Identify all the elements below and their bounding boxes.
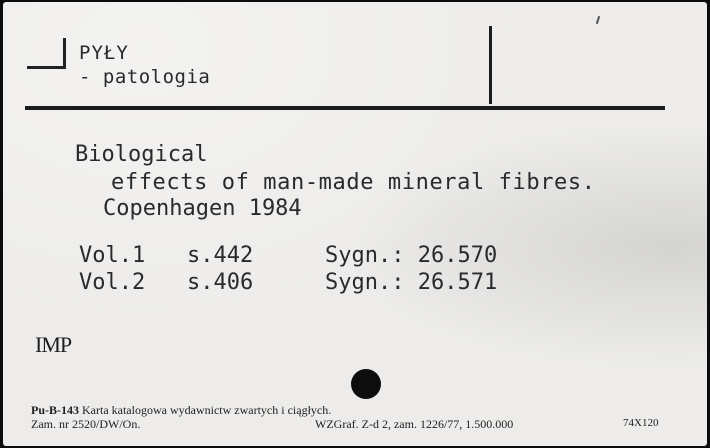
footer-order-number: Zam. nr 2520/DW/On.: [31, 417, 141, 431]
punch-hole: [351, 369, 381, 399]
catalog-card: [3, 2, 707, 446]
subject-heading: PYŁY: [79, 42, 129, 64]
tab-marker: [27, 38, 66, 69]
form-title: Karta katalogowa wydawnictw zwartych i ciągłych.: [82, 403, 332, 417]
holding-volume: Vol.2: [79, 270, 146, 295]
title-line-1: Biological: [75, 142, 208, 167]
footer-dimensions: 74X120: [623, 417, 659, 429]
title-line-3: Copenhagen 1984: [103, 196, 302, 221]
title-line-2: effects of man-made mineral fibres.: [111, 170, 596, 195]
header-rule: [25, 106, 665, 110]
holding-pages: s.442: [187, 243, 254, 268]
pencil-mark: [596, 16, 600, 24]
footer-printer-order: WZGraf. Z-d 2, zam. 1226/77, 1.500.000: [315, 417, 514, 431]
holding-signature: Sygn.: 26.571: [325, 270, 498, 295]
holding-signature: Sygn.: 26.570: [325, 243, 498, 268]
subject-subheading: - patologia: [79, 66, 211, 88]
holding-pages: s.406: [187, 270, 254, 295]
source-code: IMP: [35, 332, 72, 357]
holding-volume: Vol.1: [79, 243, 146, 268]
footer-line-1: [31, 403, 331, 418]
form-code: Pu-B-143: [31, 403, 79, 417]
header-divider-vertical: [489, 26, 492, 104]
